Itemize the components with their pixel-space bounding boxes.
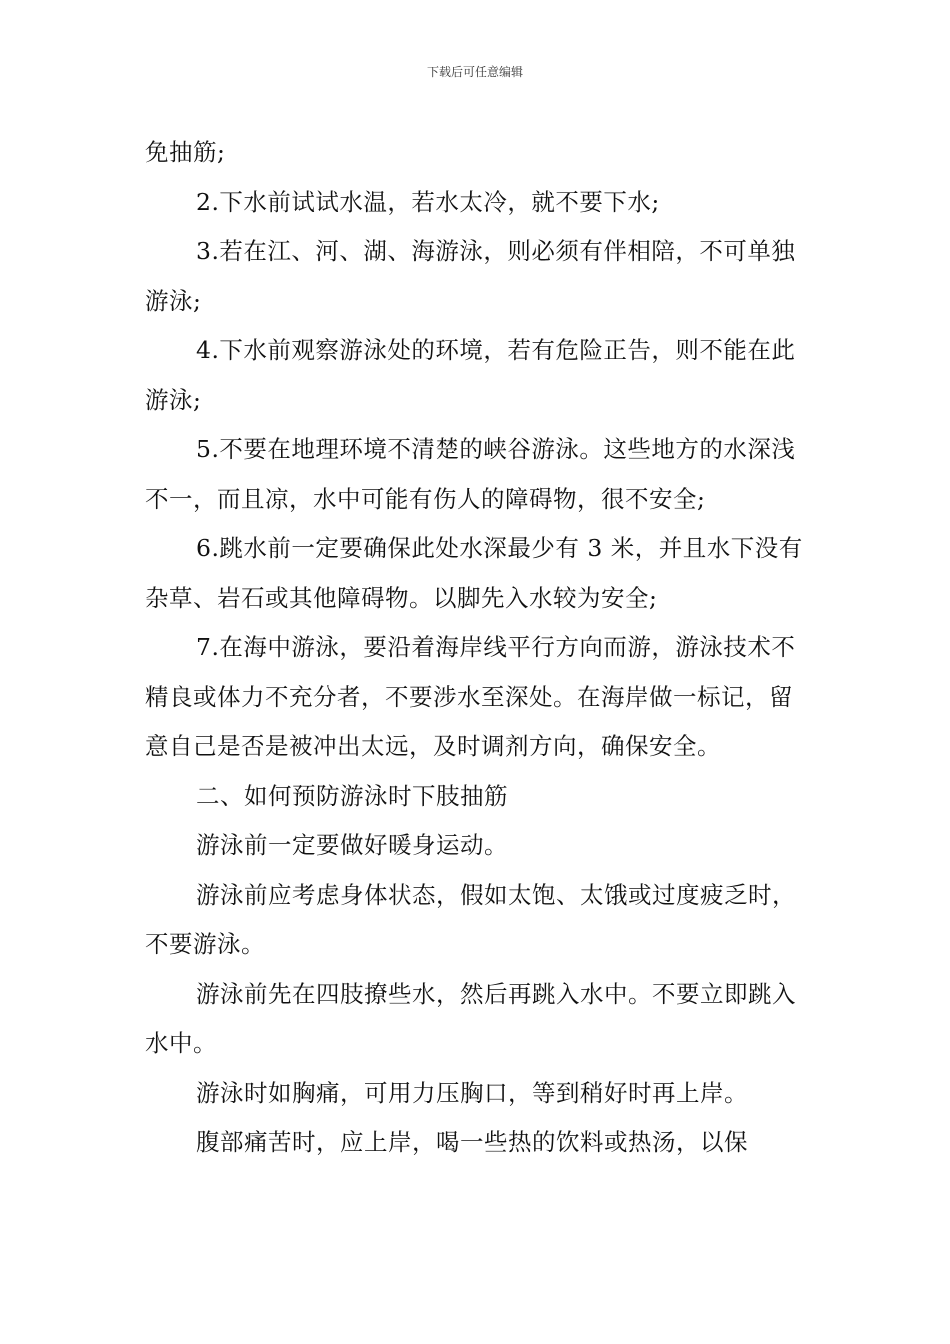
paragraph: 腹部痛苦时，应上岸，喝一些热的饮料或热汤，以保 — [196, 1128, 748, 1156]
paragraph: 2.下水前试试水温，若水太冷，就不要下水; — [196, 187, 660, 216]
paragraph: 4.下水前观察游泳处的环境，若有危险正告，则不能在此游泳; — [145, 336, 796, 414]
paragraph: 6.跳水前一定要确保此处水深最少有 3 米，并且水下没有杂草、岩石或其他障碍物。以脚先入水较为安全; — [145, 534, 803, 612]
paragraph: 游泳时如胸痛，可用力压胸口，等到稍好时再上岸。 — [196, 1078, 748, 1107]
page-header: 下载后可任意编辑 — [426, 65, 523, 79]
paragraph: 7.在海中游泳，要沿着海岸线平行方向而游，游泳技术不精良或体力不充分者，不要涉水至深处。在海岸做一标记，留意自己是否是被冲出太远，及时调剂方向，确保安全。 — [145, 633, 796, 760]
paragraph: 免抽筋; — [145, 138, 226, 166]
section-heading: 二、如何预防游泳时下肢抽筋 — [196, 781, 508, 810]
document-body — [145, 128, 810, 1168]
paragraph: 游泳前先在四肢撩些水，然后再跳入水中。不要立即跳入水中。 — [145, 979, 796, 1057]
paragraph: 游泳前应考虑身体状态，假如太饱、太饿或过度疲乏时，不要游泳。 — [145, 880, 796, 958]
paragraph: 5.不要在地理环境不清楚的峡谷游泳。这些地方的水深浅不一，而且凉，水中可能有伤人的障碍物，很不安全; — [145, 435, 796, 513]
paragraph: 游泳前一定要做好暖身运动。 — [196, 831, 508, 859]
paragraph: 3.若在江、河、湖、海游泳，则必须有伴相陪，不可单独游泳; — [145, 237, 796, 315]
